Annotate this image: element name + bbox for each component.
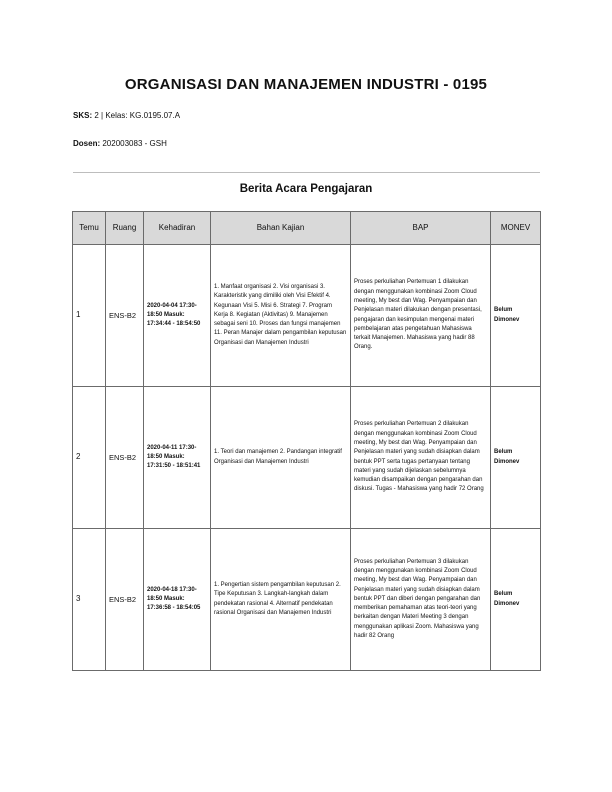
table-header-row [73,212,541,245]
teaching-report-table [72,211,541,671]
header-kehadiran: Kehadiran [144,212,211,245]
sks-label: SKS: [73,111,93,120]
cell-bahan-kajian: 1. Manfaat organisasi 2. Visi organisasi 3. Karakteristik yang dimiliki oleh Visi Efektif 4. Kegunaan Visi 5. Misi 6. Strategi 7. Program Kerja 8. Kegiatan (Aktivitas) 9. Manajemen sebagai seni 10. Proses dan fungsi manajemen 11. Peran Manajer dalam pengambilan keputusan Organisasi dan Manajemen Industri [211,245,351,387]
table-row [73,387,541,529]
divider [73,172,540,173]
cell-bap: Proses perkuliahan Pertemuan 1 dilakukan dengan menggunakan kombinasi Zoom Cloud meeting, My best dan Wag. Penyampaian dan Penjelasan materi dilakukan dengan presentasi, pengajaran dan kesimpulan mengenai materi pembelajaran atas pengetahuan Mahasiswa terkait Manajemen. Mahasiswa yang hadir 88 Orang. [351,245,491,387]
table-row [73,529,541,671]
course-title: ORGANISASI DAN MANAJEMEN INDUSTRI - 0195 [124,76,488,93]
dosen-value: 202003083 - GSH [102,139,167,148]
cell-ruang: ENS-B2 [106,245,144,387]
class-info [73,111,180,120]
cell-monev: Belum Dimonev [491,529,541,671]
cell-ruang: ENS-B2 [106,529,144,671]
header-monev: MONEV [491,212,541,245]
header-bap: BAP [351,212,491,245]
cell-kehadiran: 2020-04-11 17:30-18:50 Masuk: 17:31:50 - 18:51:41 [144,387,211,529]
cell-temu: 1 [73,245,106,387]
header-bahan-kajian: Bahan Kajian [211,212,351,245]
cell-monev: Belum Dimonev [491,387,541,529]
cell-temu: 2 [73,387,106,529]
lecturer-info [73,139,167,148]
cell-temu: 3 [73,529,106,671]
sks-class-value: 2 | Kelas: KG.0195.07.A [94,111,181,120]
cell-bap: Proses perkuliahan Pertemuan 2 dilakukan dengan menggunakan kombinasi Zoom Cloud meeting, My best dan Wag. Penyampaian dan Penjelasan materi yang sudah disiapkan dalam bentuk PPT serta tugas pertanyaan tentang materi yang sudah dijelaskan sebelumnya kemudian disampaikan dengan pengarahan dan diskusi. Tugas - Mahasiswa yang hadir 72 Orang [351,387,491,529]
cell-ruang: ENS-B2 [106,387,144,529]
cell-bap: Proses perkuliahan Pertemuan 3 dilakukan dengan menggunakan kombinasi Zoom Cloud meeting, My best dan Wag. Penyampaian dan Penjelasan materi yang sudah disiapkan dalam bentuk PPT dan diberi dengan pengarahan dan memberikan pemahaman atas teori-teori yang berkaitan dengan Materi Meeting 3 dengan menggunakan aplikasi Zoom. Mahasiswa yang hadir 82 Orang [351,529,491,671]
header-temu: Temu [73,212,106,245]
dosen-label: Dosen: [73,139,101,148]
cell-monev: Belum Dimonev [491,245,541,387]
cell-bahan-kajian: 1. Pengertian sistem pengambilan keputusan 2. Tipe Keputusan 3. Langkah-langkah dalam pendekatan rasional 4. Alternatif pendekatan rasional Organisasi dan Manajemen Industri [211,529,351,671]
section-title: Berita Acara Pengajaran [239,183,373,195]
cell-kehadiran: 2020-04-18 17:30-18:50 Masuk: 17:36:58 - 18:54:05 [144,529,211,671]
table-row [73,245,541,387]
header-ruang: Ruang [106,212,144,245]
cell-kehadiran: 2020-04-04 17:30-18:50 Masuk: 17:34:44 - 18:54:50 [144,245,211,387]
cell-bahan-kajian: 1. Teori dan manajemen 2. Pandangan integratif Organisasi dan Manajemen Industri [211,387,351,529]
